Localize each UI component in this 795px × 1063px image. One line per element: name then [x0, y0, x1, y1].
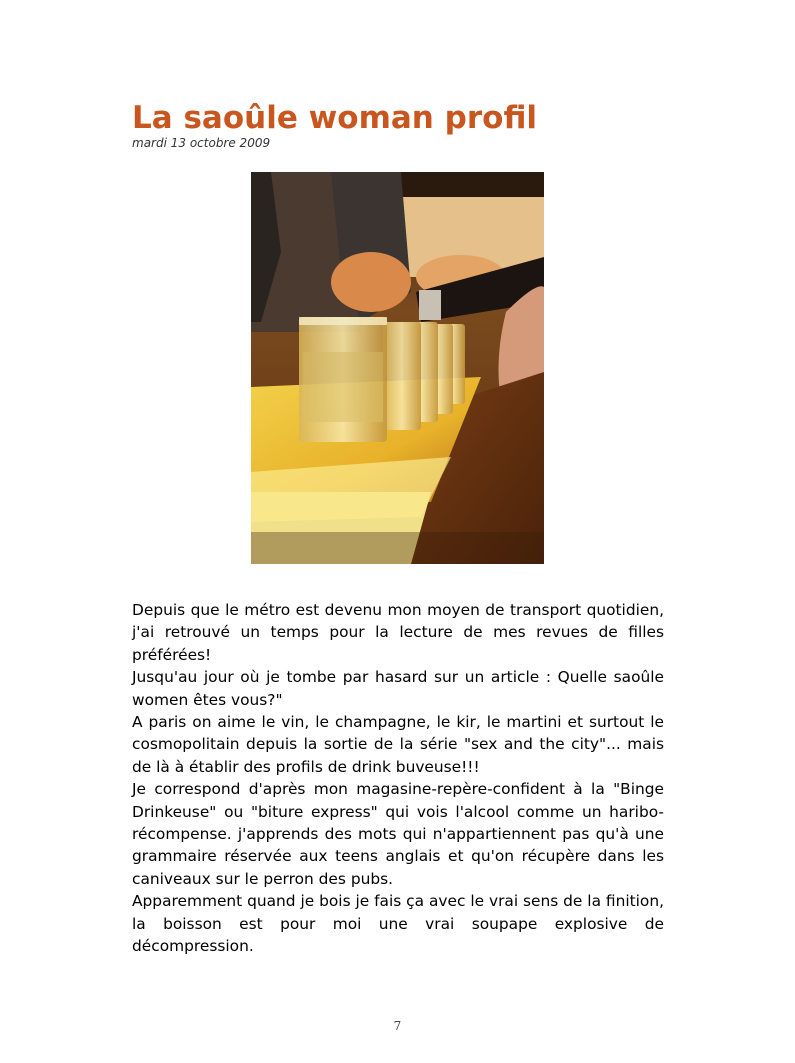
paragraph: Jusqu'au jour où je tombe par hasard sur un article : Quelle saoûle women êtes vous?": [132, 668, 664, 709]
post-date: mardi 13 octobre 2009: [132, 136, 271, 150]
shot-glasses-photo: [251, 172, 544, 564]
paragraph: A paris on aime le vin, le champagne, le kir, le martini et surtout le cosmopolitain depuis la sortie de la série "sex and the city"... mais de là à établir des profils de drink buveuse!!!: [132, 713, 664, 776]
paragraph: Apparemment quand je bois je fais ça avec le vrai sens de la finition, la boisson est pour moi une vrai soupape explosive de décompression.: [132, 892, 664, 956]
post-title: La saoûle woman profil: [132, 100, 538, 136]
paragraph: Depuis que le métro est devenu mon moyen de transport quotidien, j'ai retrouvé un temps pour la lecture de mes revues de filles préférées!: [132, 601, 664, 664]
article-body: [132, 599, 664, 958]
paragraph: Je correspond d'après mon magasine-repère-confident à la "Binge Drinkeuse" ou "biture express" qui vois l'alcool comme un haribo-récompense. j'apprends des mots qui n'appartiennent pas qu'à une grammaire réservée aux teens anglais et qu'on récupère dans les caniveaux sur le perron des pubs.: [132, 780, 664, 888]
page-number: 7: [393, 1019, 402, 1033]
